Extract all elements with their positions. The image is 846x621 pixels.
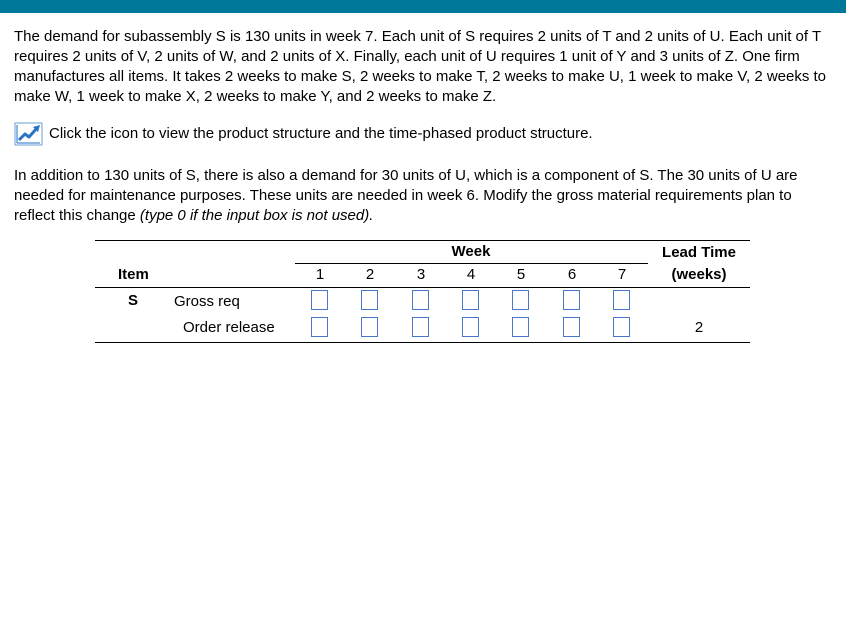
- addition-hint: (type 0 if the input box is not used).: [139, 207, 374, 224]
- week-number-5: 5: [516, 266, 526, 283]
- gross-req-week-4-input[interactable]: [462, 290, 479, 310]
- problem-intro: The demand for subassembly S is 130 units in week 7. Each unit of S requires 2 units of T and 2 units of U. Each unit of T requires 2 units of V, 2 units of W, and 2 units of X. Finally, each unit of U requires 1 unit of Y and 3 units of Z. One firm manufactures all items. It takes 2 weeks to make S, 2 weeks to make T, 2 weeks to make U, 1 week to make V, 2 weeks to make W, 1 week to make X, 2 weeks to make Y, and 2 weeks to make Z.: [14, 28, 827, 105]
- order-release-week-6-input[interactable]: [563, 317, 580, 337]
- gross-req-week-2-input[interactable]: [361, 290, 378, 310]
- week-number-1: 1: [315, 266, 325, 283]
- order-release-week-1-input[interactable]: [311, 317, 328, 337]
- week-number-6: 6: [567, 266, 577, 283]
- mrp-table: [95, 240, 750, 344]
- week-header: Week: [451, 243, 491, 260]
- top-banner: [0, 0, 846, 13]
- gross-req-week-7-input[interactable]: [613, 290, 630, 310]
- order-release-week-2-input[interactable]: [361, 317, 378, 337]
- gross-req-week-3-input[interactable]: [412, 290, 429, 310]
- week-number-2: 2: [365, 266, 375, 283]
- addition-text: In addition to 130 units of S, there is also a demand for 30 units of U, which is a component of S. The 30 units of U are needed for maintenance purposes. These units are needed in week 6. Modify the gross material requirements plan to reflect this change: [14, 167, 798, 224]
- week-number-4: 4: [466, 266, 476, 283]
- order-release-week-3-input[interactable]: [412, 317, 429, 337]
- gross-req-week-6-input[interactable]: [563, 290, 580, 310]
- table-top-rule: [95, 240, 750, 241]
- item-s-label: S: [128, 292, 139, 309]
- week-underline: [295, 263, 648, 264]
- gross-req-label: Gross req: [174, 293, 240, 310]
- order-release-week-5-input[interactable]: [512, 317, 529, 337]
- addition-paragraph: [14, 166, 834, 226]
- week-number-7: 7: [617, 266, 627, 283]
- week-number-3: 3: [416, 266, 426, 283]
- lead-time-s: 2: [694, 319, 704, 336]
- lead-time-units-header: (weeks): [671, 266, 727, 283]
- product-structure-link-text[interactable]: Click the icon to view the product structure and the time-phased product structure.: [49, 125, 593, 142]
- order-release-week-4-input[interactable]: [462, 317, 479, 337]
- gross-req-week-1-input[interactable]: [311, 290, 328, 310]
- order-release-week-7-input[interactable]: [613, 317, 630, 337]
- chart-trend-icon[interactable]: [14, 122, 43, 146]
- header-bottom-rule: [95, 287, 750, 288]
- order-release-label: Order release: [183, 319, 275, 336]
- lead-time-header: Lead Time: [662, 244, 736, 261]
- table-bottom-rule: [95, 342, 750, 343]
- product-structure-link-row: [14, 122, 593, 146]
- item-header: Item: [118, 266, 149, 283]
- gross-req-week-5-input[interactable]: [512, 290, 529, 310]
